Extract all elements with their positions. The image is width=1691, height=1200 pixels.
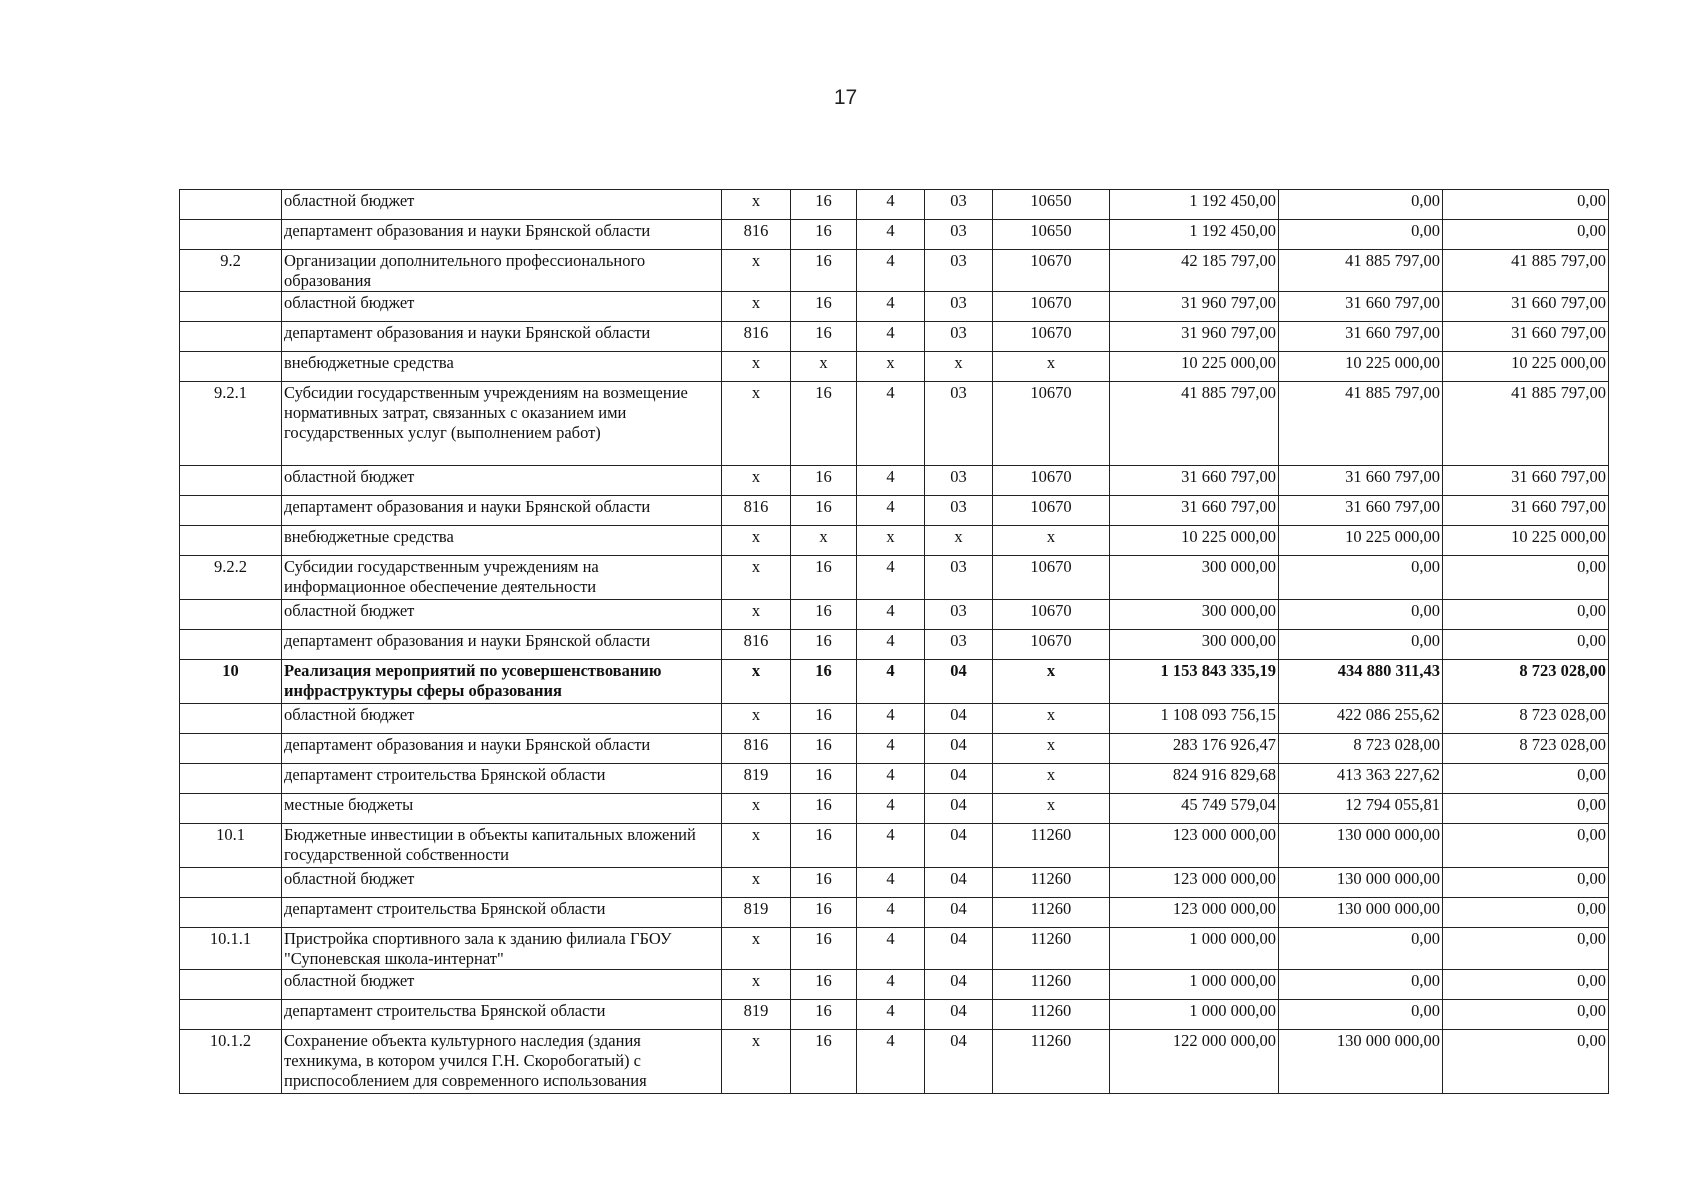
value-year-3: 0,00 [1443,898,1609,928]
col-subsection: 4 [857,190,925,220]
col-ministry-code: х [722,382,791,466]
col-section: 16 [791,1030,857,1094]
table-row [180,970,1609,1000]
col-section: 16 [791,970,857,1000]
row-code: 10 [180,660,282,704]
col-program: 03 [925,292,993,322]
row-name: Бюджетные инвестиции в объекты капитальных вложений государственной собственности [282,824,722,868]
table-row [180,556,1609,600]
row-name: внебюджетные средства [282,526,722,556]
value-year-3: 0,00 [1443,824,1609,868]
row-code [180,764,282,794]
col-subsection: 4 [857,898,925,928]
col-target-item: х [993,794,1110,824]
row-code [180,630,282,660]
col-program: 04 [925,794,993,824]
col-program: 03 [925,250,993,292]
row-code [180,794,282,824]
value-year-1: 283 176 926,47 [1110,734,1279,764]
col-subsection: 4 [857,382,925,466]
col-target-item: х [993,704,1110,734]
col-target-item: 11260 [993,898,1110,928]
col-subsection: х [857,352,925,382]
table-row [180,382,1609,466]
value-year-3: 10 225 000,00 [1443,526,1609,556]
row-name: департамент образования и науки Брянской области [282,734,722,764]
row-name: департамент строительства Брянской области [282,898,722,928]
row-code [180,600,282,630]
value-year-2: 0,00 [1279,928,1443,970]
col-subsection: х [857,526,925,556]
col-target-item: 11260 [993,1000,1110,1030]
value-year-1: 122 000 000,00 [1110,1030,1279,1094]
col-ministry-code: х [722,600,791,630]
value-year-2: 31 660 797,00 [1279,322,1443,352]
value-year-2: 31 660 797,00 [1279,292,1443,322]
col-section: 16 [791,382,857,466]
row-name: Сохранение объекта культурного наследия (здания техникума, в котором учился Г.Н. Скоробогатый) с приспособлением для современного использования [282,1030,722,1094]
col-program: 03 [925,600,993,630]
col-section: 16 [791,704,857,734]
col-program: 04 [925,824,993,868]
value-year-3: 0,00 [1443,794,1609,824]
col-subsection: 4 [857,794,925,824]
col-program: х [925,352,993,382]
col-program: 04 [925,898,993,928]
row-name: областной бюджет [282,190,722,220]
col-ministry-code: х [722,794,791,824]
row-name: Субсидии государственным учреждениям на возмещение нормативных затрат, связанных с оказанием ими государственных услуг (выполнением работ) [282,382,722,466]
col-subsection: 4 [857,250,925,292]
table-row [180,734,1609,764]
col-ministry-code: х [722,868,791,898]
col-ministry-code: 816 [722,734,791,764]
value-year-3: 10 225 000,00 [1443,352,1609,382]
row-code [180,898,282,928]
col-section: 16 [791,898,857,928]
value-year-1: 10 225 000,00 [1110,526,1279,556]
row-code: 10.1.1 [180,928,282,970]
table-row [180,794,1609,824]
col-subsection: 4 [857,660,925,704]
col-program: 04 [925,734,993,764]
col-program: 04 [925,660,993,704]
col-ministry-code: 816 [722,322,791,352]
value-year-1: 31 660 797,00 [1110,466,1279,496]
col-target-item: 11260 [993,824,1110,868]
row-code: 9.2.2 [180,556,282,600]
value-year-1: 1 192 450,00 [1110,220,1279,250]
row-name: местные бюджеты [282,794,722,824]
row-name: департамент образования и науки Брянской области [282,630,722,660]
col-section: 16 [791,764,857,794]
row-code [180,322,282,352]
col-ministry-code: х [722,352,791,382]
col-section: 16 [791,630,857,660]
table-row [180,352,1609,382]
table-row [180,496,1609,526]
value-year-3: 0,00 [1443,1000,1609,1030]
value-year-2: 10 225 000,00 [1279,352,1443,382]
value-year-2: 0,00 [1279,630,1443,660]
col-subsection: 4 [857,868,925,898]
col-ministry-code: х [722,704,791,734]
value-year-1: 31 960 797,00 [1110,322,1279,352]
value-year-2: 41 885 797,00 [1279,250,1443,292]
value-year-2: 130 000 000,00 [1279,1030,1443,1094]
row-code [180,526,282,556]
row-name: департамент строительства Брянской области [282,1000,722,1030]
col-subsection: 4 [857,600,925,630]
row-name: департамент образования и науки Брянской области [282,322,722,352]
col-program: 03 [925,190,993,220]
col-program: 04 [925,868,993,898]
col-ministry-code: 816 [722,630,791,660]
col-program: 03 [925,556,993,600]
col-target-item: 10670 [993,250,1110,292]
value-year-2: 0,00 [1279,1000,1443,1030]
value-year-1: 1 000 000,00 [1110,970,1279,1000]
value-year-3: 31 660 797,00 [1443,466,1609,496]
col-program: 04 [925,970,993,1000]
col-ministry-code: х [722,556,791,600]
value-year-3: 0,00 [1443,630,1609,660]
value-year-1: 1 153 843 335,19 [1110,660,1279,704]
table-row [180,928,1609,970]
budget-table-body [180,190,1609,1094]
col-ministry-code: х [722,250,791,292]
col-target-item: 10670 [993,322,1110,352]
row-name: областной бюджет [282,600,722,630]
row-name: областной бюджет [282,466,722,496]
col-target-item: х [993,526,1110,556]
row-code [180,292,282,322]
table-row [180,292,1609,322]
col-subsection: 4 [857,928,925,970]
page-number: 17 [833,86,858,109]
value-year-1: 1 192 450,00 [1110,190,1279,220]
value-year-2: 130 000 000,00 [1279,824,1443,868]
value-year-2: 10 225 000,00 [1279,526,1443,556]
row-code [180,496,282,526]
row-name: Организации дополнительного профессионального образования [282,250,722,292]
col-section: 16 [791,322,857,352]
row-code [180,1000,282,1030]
table-row [180,898,1609,928]
row-name: департамент образования и науки Брянской области [282,220,722,250]
value-year-2: 0,00 [1279,190,1443,220]
value-year-2: 31 660 797,00 [1279,466,1443,496]
col-subsection: 4 [857,496,925,526]
col-subsection: 4 [857,970,925,1000]
table-row [180,322,1609,352]
col-target-item: х [993,660,1110,704]
col-program: 03 [925,322,993,352]
row-code [180,190,282,220]
row-code [180,220,282,250]
col-section: 16 [791,466,857,496]
col-target-item: 11260 [993,928,1110,970]
col-program: 03 [925,630,993,660]
col-target-item: 10670 [993,292,1110,322]
value-year-3: 31 660 797,00 [1443,322,1609,352]
col-subsection: 4 [857,1000,925,1030]
col-subsection: 4 [857,322,925,352]
col-section: 16 [791,496,857,526]
col-target-item: х [993,764,1110,794]
table-row [180,1000,1609,1030]
value-year-3: 0,00 [1443,868,1609,898]
value-year-3: 31 660 797,00 [1443,292,1609,322]
col-target-item: 10650 [993,190,1110,220]
row-name: департамент образования и науки Брянской области [282,496,722,526]
value-year-3: 0,00 [1443,764,1609,794]
col-program: 03 [925,382,993,466]
table-row [180,1030,1609,1094]
col-target-item: 11260 [993,1030,1110,1094]
col-program: 03 [925,220,993,250]
col-target-item: 11260 [993,868,1110,898]
value-year-2: 0,00 [1279,556,1443,600]
col-subsection: 4 [857,734,925,764]
col-target-item: 10670 [993,466,1110,496]
row-name: областной бюджет [282,970,722,1000]
col-section: 16 [791,824,857,868]
value-year-1: 300 000,00 [1110,630,1279,660]
col-section: х [791,526,857,556]
table-row [180,630,1609,660]
col-program: 04 [925,704,993,734]
value-year-3: 0,00 [1443,220,1609,250]
value-year-2: 0,00 [1279,220,1443,250]
col-ministry-code: 819 [722,898,791,928]
col-ministry-code: х [722,1030,791,1094]
row-name: областной бюджет [282,704,722,734]
col-program: 04 [925,928,993,970]
col-subsection: 4 [857,466,925,496]
value-year-1: 300 000,00 [1110,600,1279,630]
col-target-item: 10670 [993,496,1110,526]
col-ministry-code: 819 [722,764,791,794]
col-target-item: 10670 [993,600,1110,630]
row-code: 9.2 [180,250,282,292]
row-code [180,466,282,496]
value-year-3: 0,00 [1443,928,1609,970]
col-subsection: 4 [857,556,925,600]
row-code [180,868,282,898]
col-ministry-code: х [722,928,791,970]
table-row [180,660,1609,704]
col-target-item: 10650 [993,220,1110,250]
col-ministry-code: 819 [722,1000,791,1030]
value-year-1: 31 660 797,00 [1110,496,1279,526]
value-year-1: 10 225 000,00 [1110,352,1279,382]
row-name: Реализация мероприятий по усовершенствованию инфраструктуры сферы образования [282,660,722,704]
col-subsection: 4 [857,630,925,660]
value-year-1: 1 000 000,00 [1110,928,1279,970]
col-section: 16 [791,556,857,600]
col-section: 16 [791,190,857,220]
col-target-item: х [993,734,1110,764]
row-name: департамент строительства Брянской области [282,764,722,794]
col-subsection: 4 [857,292,925,322]
col-ministry-code: х [722,292,791,322]
col-subsection: 4 [857,824,925,868]
col-section: 16 [791,660,857,704]
col-section: 16 [791,220,857,250]
table-row [180,526,1609,556]
col-section: х [791,352,857,382]
value-year-2: 130 000 000,00 [1279,898,1443,928]
value-year-1: 45 749 579,04 [1110,794,1279,824]
col-target-item: 11260 [993,970,1110,1000]
row-code [180,970,282,1000]
value-year-2: 0,00 [1279,600,1443,630]
value-year-2: 31 660 797,00 [1279,496,1443,526]
col-subsection: 4 [857,704,925,734]
row-code [180,704,282,734]
value-year-2: 41 885 797,00 [1279,382,1443,466]
value-year-1: 42 185 797,00 [1110,250,1279,292]
col-section: 16 [791,600,857,630]
value-year-1: 123 000 000,00 [1110,824,1279,868]
value-year-2: 8 723 028,00 [1279,734,1443,764]
value-year-1: 123 000 000,00 [1110,898,1279,928]
row-name: областной бюджет [282,292,722,322]
value-year-3: 31 660 797,00 [1443,496,1609,526]
col-section: 16 [791,928,857,970]
col-section: 16 [791,1000,857,1030]
table-row [180,600,1609,630]
value-year-3: 0,00 [1443,1030,1609,1094]
row-code [180,734,282,764]
col-subsection: 4 [857,1030,925,1094]
col-ministry-code: 816 [722,220,791,250]
row-code: 10.1 [180,824,282,868]
col-program: 04 [925,1030,993,1094]
value-year-3: 8 723 028,00 [1443,734,1609,764]
value-year-3: 8 723 028,00 [1443,704,1609,734]
value-year-3: 41 885 797,00 [1443,382,1609,466]
row-name: внебюджетные средства [282,352,722,382]
col-section: 16 [791,250,857,292]
budget-table [179,189,1609,1094]
col-section: 16 [791,292,857,322]
value-year-3: 0,00 [1443,556,1609,600]
value-year-1: 300 000,00 [1110,556,1279,600]
col-program: 03 [925,466,993,496]
value-year-3: 0,00 [1443,970,1609,1000]
table-row [180,824,1609,868]
col-ministry-code: х [722,526,791,556]
row-name: Пристройка спортивного зала к зданию филиала ГБОУ "Супоневская школа-интернат" [282,928,722,970]
value-year-2: 130 000 000,00 [1279,868,1443,898]
col-target-item: 10670 [993,556,1110,600]
value-year-2: 422 086 255,62 [1279,704,1443,734]
row-code: 9.2.1 [180,382,282,466]
table-row [180,764,1609,794]
table-row [180,220,1609,250]
col-section: 16 [791,794,857,824]
value-year-3: 41 885 797,00 [1443,250,1609,292]
value-year-3: 0,00 [1443,600,1609,630]
value-year-1: 1 108 093 756,15 [1110,704,1279,734]
col-target-item: 10670 [993,630,1110,660]
value-year-2: 434 880 311,43 [1279,660,1443,704]
row-name: областной бюджет [282,868,722,898]
row-code: 10.1.2 [180,1030,282,1094]
value-year-2: 12 794 055,81 [1279,794,1443,824]
value-year-2: 413 363 227,62 [1279,764,1443,794]
value-year-2: 0,00 [1279,970,1443,1000]
table-row [180,190,1609,220]
col-program: 03 [925,496,993,526]
row-code [180,352,282,382]
table-row [180,868,1609,898]
value-year-1: 123 000 000,00 [1110,868,1279,898]
col-ministry-code: х [722,190,791,220]
col-program: х [925,526,993,556]
col-ministry-code: х [722,824,791,868]
value-year-3: 0,00 [1443,190,1609,220]
col-ministry-code: х [722,466,791,496]
col-target-item: 10670 [993,382,1110,466]
col-subsection: 4 [857,764,925,794]
col-program: 04 [925,1000,993,1030]
table-row [180,704,1609,734]
col-section: 16 [791,734,857,764]
value-year-3: 8 723 028,00 [1443,660,1609,704]
value-year-1: 1 000 000,00 [1110,1000,1279,1030]
value-year-1: 31 960 797,00 [1110,292,1279,322]
value-year-1: 41 885 797,00 [1110,382,1279,466]
table-row [180,466,1609,496]
col-target-item: х [993,352,1110,382]
value-year-1: 824 916 829,68 [1110,764,1279,794]
table-row [180,250,1609,292]
col-section: 16 [791,868,857,898]
col-ministry-code: х [722,660,791,704]
col-subsection: 4 [857,220,925,250]
row-name: Субсидии государственным учреждениям на информационное обеспечение деятельности [282,556,722,600]
col-ministry-code: х [722,970,791,1000]
col-ministry-code: 816 [722,496,791,526]
col-program: 04 [925,764,993,794]
